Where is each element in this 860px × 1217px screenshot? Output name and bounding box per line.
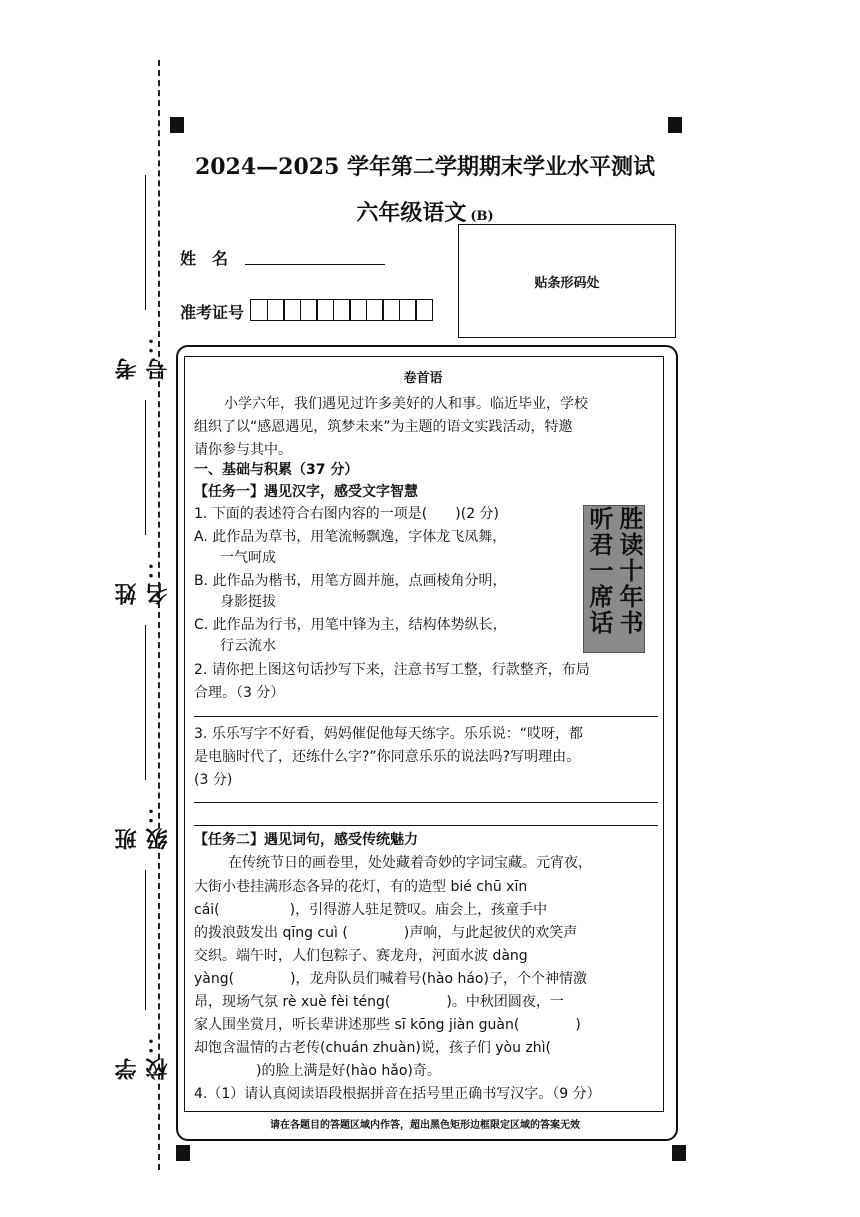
passage-line-5: 交织。端午时，人们包粽子、赛龙舟，河面水波 dàng [194, 948, 528, 964]
passage-line-1: 在传统节日的画卷里，处处藏着奇妙的字词宝藏。元宵夜， [228, 855, 592, 871]
class-line[interactable] [145, 625, 146, 780]
q4-stem: 4.（1）请认真阅读语段根据拼音在括号里正确书写汉字。（9 分） [194, 1086, 601, 1102]
id-box[interactable] [399, 299, 417, 321]
preface-line-2: 组织了以“感恩遇见，筑梦未来”为主题的语文实践活动，特邀 [194, 419, 573, 435]
task1-heading: 【任务一】遇见汉字，感受文字智慧 [194, 484, 418, 500]
passage-line-4: 的拨浪鼓发出 qīng cuì ( )声响，与此起彼伏的欢笑声 [194, 925, 578, 941]
id-box[interactable] [382, 299, 400, 321]
name-label: 姓 名 [180, 249, 229, 268]
q3-line-2: 是电脑时代了，还练什么字?”你同意乐乐的说法吗?写明理由。 [194, 749, 581, 765]
q3-line-1: 3. 乐乐写字不好看，妈妈催促他每天练字。乐乐说：“哎呀，都 [194, 726, 584, 742]
preface-line-3: 请你参与其中。 [194, 442, 292, 458]
q2-line-2: 合理。（3 分） [194, 685, 285, 701]
id-box[interactable] [267, 299, 285, 321]
barcode-label: 贴条形码处 [534, 275, 600, 291]
q3-answer-line-1[interactable] [194, 802, 658, 803]
side-label-school: 学校： [115, 1028, 171, 1080]
id-box[interactable] [300, 299, 318, 321]
calligraphy-col-right: 胜读十年书 [615, 506, 644, 636]
passage-line-7: 昂，现场气氛 rè xuè fèi téng( )。中秋团圆夜，一 [194, 994, 564, 1010]
id-box[interactable] [415, 299, 433, 321]
calligraphy-col-left: 听君一席话 [585, 506, 614, 636]
exam-no-line[interactable] [145, 175, 146, 310]
id-label: 准考证号 [180, 303, 245, 322]
binding-dotted-line [158, 60, 160, 1170]
q1-option-c-cont: 行云流水 [220, 638, 276, 654]
passage-line-8: 家人围坐赏月，听长辈讲述那些 sī kōng jiàn guàn( ) [194, 1017, 581, 1033]
preface-line-1: 小学六年，我们遇见过许多美好的人和事。临近毕业，学校 [224, 396, 588, 412]
subject-text: 六年级语文 [356, 200, 467, 226]
footer-note: 请在各题目的答题区域内作答，超出黑色矩形边框限定区域的答案无效 [270, 1120, 580, 1131]
id-box[interactable] [283, 299, 301, 321]
corner-marker-bottom-right [672, 1145, 686, 1161]
passage-line-2: 大街小巷挂满形态各异的花灯，有的造型 bié chū xīn [194, 879, 528, 895]
id-box[interactable] [250, 299, 268, 321]
passage-line-9: 却饱含温情的古老传(chuán zhuàn)说，孩子们 yòu zhì( [194, 1040, 552, 1056]
id-number-boxes[interactable] [250, 299, 432, 321]
q3-answer-line-2[interactable] [194, 825, 658, 826]
q1-option-b-cont: 身影挺拔 [220, 594, 276, 610]
name-side-line[interactable] [145, 400, 146, 535]
passage-line-3: cái( )，引得游人驻足赞叹。庙会上，孩童手中 [194, 902, 548, 918]
barcode-area [458, 224, 676, 338]
q2-answer-line[interactable] [194, 716, 658, 717]
version-badge: (B) [470, 209, 494, 224]
task2-heading: 【任务二】遇见词句，感受传统魅力 [194, 832, 418, 848]
calligraphy-image [583, 505, 645, 653]
corner-marker-bottom-left [176, 1145, 190, 1161]
id-box[interactable] [349, 299, 367, 321]
id-box[interactable] [366, 299, 384, 321]
exam-subject [170, 196, 680, 227]
q1-option-a: A. 此作品为草书，用笔流畅飘逸，字体龙飞凤舞， [194, 529, 507, 545]
q1-option-c: C. 此作品为行书，用笔中锋为主，结构体势纵长， [194, 617, 507, 633]
corner-marker-top-left [170, 117, 184, 133]
side-label-class: 班级： [115, 798, 171, 850]
passage-line-6: yàng( )，龙舟队员们喊着号(hào háo)子，个个神情激 [194, 971, 587, 987]
exam-title: 2024—2025 学年第二学期期末学业水平测试 [194, 154, 656, 180]
school-line[interactable] [145, 870, 146, 1010]
preface-heading: 卷首语 [403, 371, 443, 386]
passage-line-10: )的脸上满是好(hào hǎo)奇。 [228, 1063, 441, 1079]
name-input-line[interactable] [245, 264, 385, 265]
q1-option-a-cont: 一气呵成 [220, 550, 276, 566]
section-heading: 一、基础与积累（37 分） [194, 462, 359, 478]
id-box[interactable] [316, 299, 334, 321]
id-box[interactable] [333, 299, 351, 321]
q1-stem: 1. 下面的表述符合右图内容的一项是( )(2 分) [194, 506, 500, 522]
side-label-exam-no: 考号： [115, 328, 171, 380]
q1-option-b: B. 此作品为楷书，用笔方圆并施，点画棱角分明， [194, 573, 507, 589]
q2-line-1: 2. 请你把上图这句话抄写下来，注意书写工整，行款整齐，布局 [194, 662, 590, 678]
side-label-name: 姓名： [115, 553, 171, 605]
q3-line-3: (3 分) [194, 772, 233, 788]
corner-marker-top-right [668, 117, 682, 133]
